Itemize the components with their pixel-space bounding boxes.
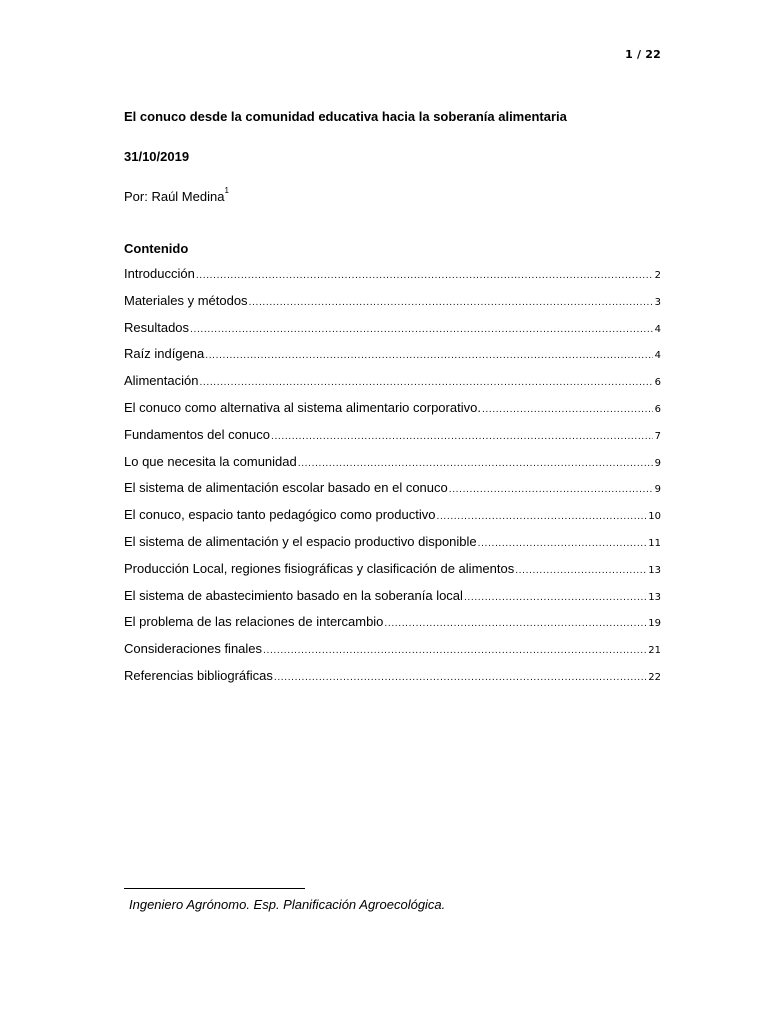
footnote-text: Ingeniero Agrónomo. Esp. Planificación Agroecológica. <box>129 897 446 912</box>
toc-entry-title: Fundamentos del conuco <box>124 426 270 442</box>
document-date: 31/10/2019 <box>124 149 190 164</box>
toc-entry[interactable] <box>124 560 661 587</box>
toc-entry-title: Resultados <box>124 319 190 335</box>
toc-dot-leader <box>205 347 652 365</box>
toc-entry-page: 3 <box>654 296 661 308</box>
toc-entry-title: El conuco como alternativa al sistema alimentario corporativo. <box>124 399 481 415</box>
toc-entry-title: Introducción <box>124 266 195 281</box>
toc-entry-page: 9 <box>654 457 661 469</box>
toc-dot-leader <box>478 535 647 553</box>
toc-entry-page: 11 <box>648 537 661 549</box>
toc-entry[interactable] <box>124 587 661 614</box>
toc-dot-leader <box>464 589 646 607</box>
toc-dot-leader <box>271 428 653 446</box>
toc-entry[interactable] <box>124 399 661 426</box>
toc-entry-title: Materiales y métodos <box>124 292 248 308</box>
toc-entry[interactable] <box>124 319 661 346</box>
footnote-reference-mark[interactable]: 1 <box>224 186 229 195</box>
table-of-contents <box>124 265 661 694</box>
toc-dot-leader <box>298 455 653 473</box>
toc-entry-page: 13 <box>648 591 661 603</box>
footnote-separator <box>124 888 305 889</box>
toc-entry-page: 4 <box>654 323 661 335</box>
toc-dot-leader <box>249 294 653 312</box>
toc-entry[interactable] <box>124 613 661 640</box>
toc-dot-leader <box>515 562 646 580</box>
toc-dot-leader <box>436 508 646 526</box>
toc-dot-leader <box>190 321 653 339</box>
toc-entry-page: 13 <box>648 564 661 576</box>
toc-entry-title: Alimentación <box>124 373 199 389</box>
toc-dot-leader <box>199 374 652 392</box>
toc-entry-page: 4 <box>654 350 661 362</box>
toc-entry-page: 7 <box>654 430 661 442</box>
document-author <box>124 186 229 204</box>
toc-entry[interactable] <box>124 453 661 480</box>
toc-dot-leader <box>196 267 653 285</box>
toc-entry-title: El sistema de alimentación y el espacio productivo disponible <box>124 533 477 549</box>
toc-entry-title: Referencias bibliográficas <box>124 667 273 683</box>
toc-entry[interactable] <box>124 426 661 453</box>
toc-entry[interactable] <box>124 533 661 560</box>
toc-dot-leader <box>274 669 646 687</box>
toc-entry-title: Lo que necesita la comunidad <box>124 453 297 469</box>
toc-entry[interactable] <box>124 265 661 292</box>
toc-entry[interactable] <box>124 506 661 533</box>
toc-entry-page: 2 <box>654 270 661 281</box>
toc-entry-title: El sistema de alimentación escolar basado en el conuco <box>124 480 448 496</box>
toc-entry[interactable] <box>124 292 661 319</box>
toc-dot-leader <box>482 401 653 419</box>
toc-entry[interactable] <box>124 345 661 372</box>
toc-entry[interactable] <box>124 667 661 694</box>
toc-entry-page: 6 <box>654 403 661 415</box>
document-title: El conuco desde la comunidad educativa hacia la soberanía alimentaria <box>124 109 567 124</box>
toc-entry-title: Raíz indígena <box>124 346 205 362</box>
toc-entry[interactable] <box>124 479 661 506</box>
author-name: Por: Raúl Medina <box>124 189 225 204</box>
toc-entry-title: Consideraciones finales <box>124 641 263 657</box>
toc-entry-title: El sistema de abastecimiento basado en la soberanía local <box>124 587 463 603</box>
toc-entry-title: Producción Local, regiones fisiográficas y clasificación de alimentos <box>124 560 515 576</box>
toc-heading: Contenido <box>124 241 189 256</box>
toc-entry-title: El conuco, espacio tanto pedagógico como productivo <box>124 507 436 523</box>
toc-entry-page: 6 <box>654 377 661 389</box>
toc-dot-leader <box>449 481 653 499</box>
toc-dot-leader <box>384 615 646 633</box>
toc-entry-page: 19 <box>648 618 661 630</box>
toc-entry[interactable] <box>124 640 661 667</box>
page-number: 1 / 22 <box>625 48 661 61</box>
toc-entry-page: 21 <box>648 645 661 657</box>
toc-entry-title: El problema de las relaciones de intercambio <box>124 614 384 630</box>
toc-entry-page: 10 <box>648 511 661 523</box>
toc-entry[interactable] <box>124 372 661 399</box>
toc-entry-page: 9 <box>654 484 661 496</box>
toc-dot-leader <box>263 642 646 660</box>
toc-entry-page: 22 <box>648 671 661 683</box>
